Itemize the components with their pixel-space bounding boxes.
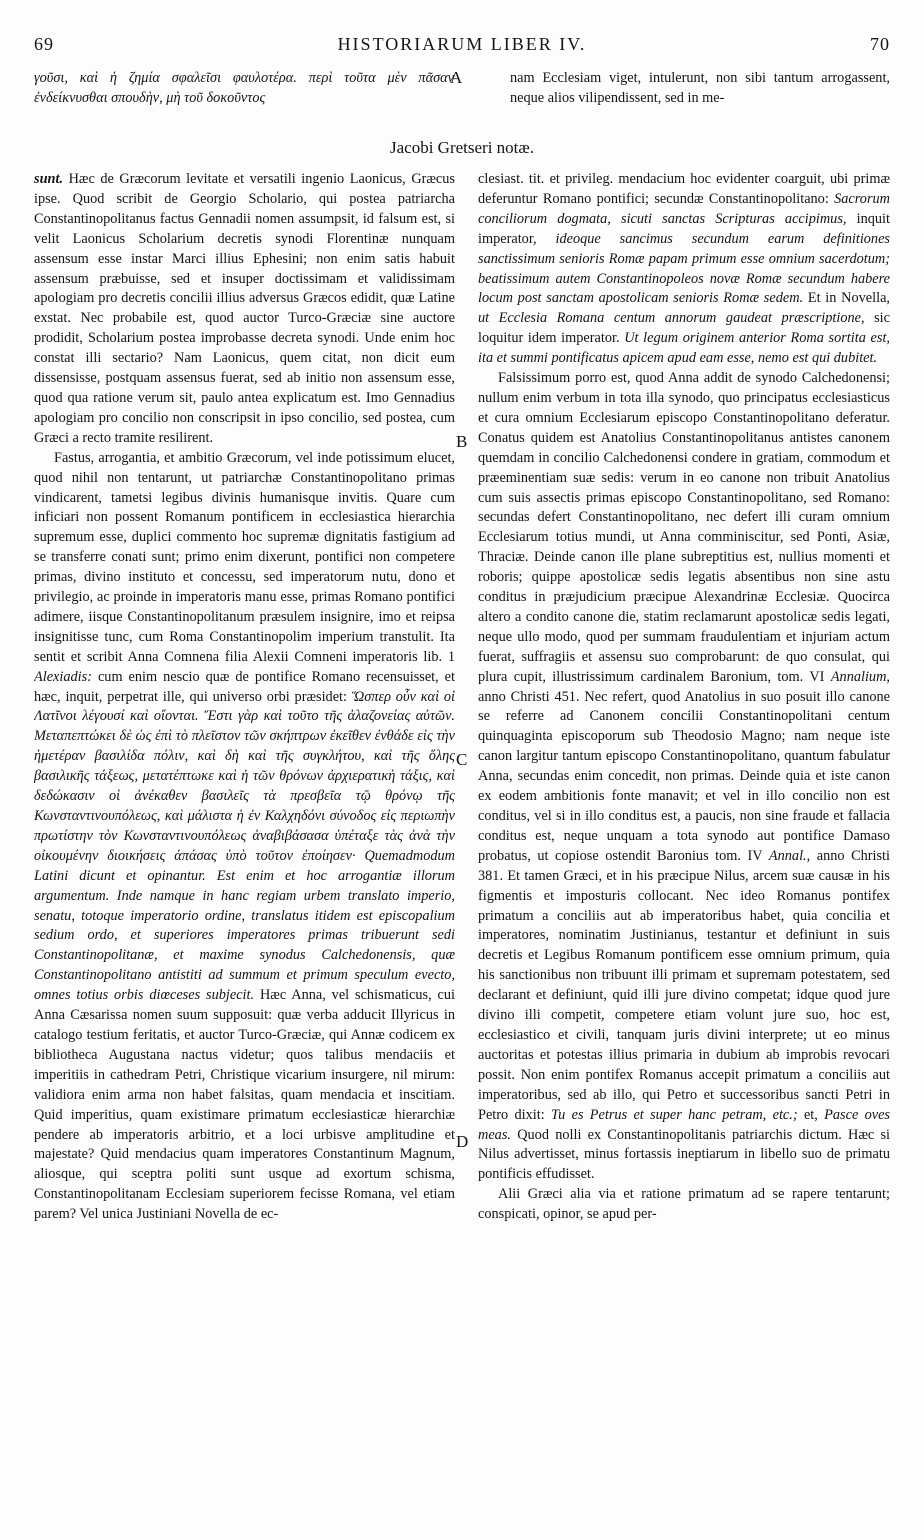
paragraph: [34, 170, 455, 449]
paragraph-text: Fastus, arrogantia, et ambitio Græcorum, vel inde potissimum elucet, quod nihil non tentarunt, ut patriarchæ Constantinopolitano primas vindicarent, tametsi legibus divinis humanisque invitis. Quare cum inficiari non possent Romanum pontificem in ecclesiastica hierarchia supremum esse, duplici commento hoc supremæ dignitatis fastigium ad se transferre conati sunt; primo enim dixerunt, pontifici non competere primas, divino instituto et concessu, sed imperatorum nutu, dono et privilegio, ac proinde in imperatoris manu esse, primas Romano pontifici adimere, iisque Constantinopolitanum præsulem insignire, imo et reipsa insignitisse tunc, cum Roma Constantinopolim imperium transtulit. Ita sentit et scribit Anna Comnena filia Alexii Comneni imperatoris lib. 1: [34, 449, 455, 665]
quotation: Pasce oves meas.: [478, 1106, 890, 1143]
quotation: ut Ecclesia Romana centum annorum gaudeat præscriptione,: [478, 310, 865, 327]
paragraph-text: Quod nolli ex Constantinopolitanis patriarchis dictum. Hæc si Nilus advertisset, minus fortassis ineptiarum in libello suo de primatu pontificis effudisset.: [478, 1126, 890, 1183]
paragraph-text: Et in Novella,: [807, 290, 890, 307]
paragraph: [478, 1185, 890, 1225]
paragraph-text: inquit imperator,: [478, 210, 890, 247]
paragraph-text: Falsissimum porro est, quod Anna addit de synodo Calchedonensi; nullum enim verbum in tota illa synodo, quo principatus ecclesiasticus et cura omnium Ecclesiarum episcopo Constantinopolitano deferatur. Conatus quidem est Anatolius Constantinopolitanus antistes canonem quemdam in concilio Calchedonensi condere in gratiam, commodum et præeminentiam suæ sedis: verum in eo canone non tribuit Anatolius cum suis assectis primas episcopo Constantinopolitano, sed Romano: secundas defert Constantinopolitano, nec defert illi curam omnium Ecclesiarum totius mundi, ut Anna comminiscitur, sed Ponti, Asiæ, Thraciæ. Deinde canon ille plane subreptitius est, nullius momenti et roboris; quippe apostolicæ sedis legatis absentibus non sine astu conditus in præjudicium præcipue Alexandrinæ Ecclesiæ. Quocirca altero a condito canone die, statim reclamarunt apostolicæ sedis legati, neque ullo modo, quod per summam fraudulentiam et injuriam actum fuerat, suffragiis et assensu suo comprobarunt: de quo consulat, qui plura cupit, illustrissimum cardinalem Baronium, tom. VI: [478, 370, 890, 685]
citation: Annalium: [830, 668, 887, 685]
paragraph-text: , anno Christi 381. Et tamen Græci, et in his præcipue Nilus, arcem suæ causæ in his figmentis et imposturis collocant. Nec ideo Romanus pontifex primatum a conciliis aut ab imperatoribus habet, quia concilia et imperatores, nominatim Justinianus, testantur et definiunt in suis decretis et Legibus Romanum pontificem esse omnium primum, quia his sanctionibus non tribuunt illi primam et supremam potestatem, sed declarant et definiunt, quid illi jure divino competat; idque quod jure divino illi competit, competere etiam volunt jure suo, hoc est, ecclesiastico et civili, tanquam juris divini interprete; ut eo minus auctoritas et potestas illius primaria in dubium ab improbis revocari possit. Non enim pontifex Romanus accepit primatum a conciliis aut imperatoribus, sed ab illo, qui Petro et successoribus sancti Petri in Petro dixit:: [478, 847, 890, 1123]
citation: Annal.: [768, 847, 807, 864]
page-number-right: 70: [870, 34, 890, 54]
paragraph: [478, 170, 890, 369]
greek-quotation: Ὥσπερ οὖν καὶ οἱ Λατῖνοι λέγουσί καὶ οἴονται. Ἔστι γὰρ καὶ τοῦτο τῆς ἀλαζονείας αὐτῶν. Μεταπεπτώκει δὲ ὡς ἐπὶ τὸ πλεῖστον τῶν σκήπτρων ἐκεῖθεν ἐνθάδε εἰς τὴν ἡμετέραν βασιλίδα πόλιν, καὶ δὴ καὶ τῆς συγκλήτου, καὶ τῆς ὅλης βασιλικῆς τάξεως, μετατέπτωκε καὶ ἡ τῶν θρόνων ἀρχιερατικὴ τάξις, καὶ δεδώκασιν οἱ ἀνέκαθεν βασιλεῖς τὰ πρεσβεῖα τῷ θρόνῳ τῆς Κωνσταντινουπόλεως, καὶ μάλιστα ἡ ἐν Καλχηδόνι σύνοδος εἰς περιωπὴν πρωτίστην τὸν Κωνσταντινουπόλεως ἀναβιβάσασα ὑπέταξε τὰς ἀνὰ τὴν οἰκουμένην διοικήσεις ἁπάσας ὑπὸ τοῦτον ἐποίησεν·: [34, 688, 455, 864]
margin-marker-c: C: [456, 750, 468, 769]
paragraph-text: Hæc de Græcorum levitate et versatili ingenio Laonicus, Græcus ipse. Quod scribit de Georgio Scholario, qui postea patriarcha Constantinopolitanus factus Gennadii nomen assumpsit, id falsum est, si velit Laonicus Scholarium decretis synodi Florentinæ nunquam assensum esse instar Marci illius Ephesini; non enim satis habuit assensum præbuisse, sed et insuper doctissimam et validissimam apologiam pro decretis concilii illius adversus Græcos edidit, quæ Latine exstat. Nec probabile est, quod auctor Turco-Græciæ sine auctore prodidit, Scholarium postea improbasse decreta synodi. Unde enim hoc constat illi sectario? Nam Laonicus, quem citat, non dicit eum dissensisse, postquam assensus fuerat, sed ab initio non assensum esse, quod qua ratione verum sit, paulo antea explicatum est. Imo Gennadius apologiam pro concilio non conscripsit in ipso concilio, sed postea, cum Græci a recto tramite resilirent.: [34, 171, 455, 446]
greek-text-top: γοῦσι, καὶ ἡ ζημία σφαλεῖσι φαυλοτέρα. περὶ τοῦτα μὲν πᾶσαν ἐνδείκνυσθαι σπουδὴν, μὴ τοῦ δοκοῦντος: [34, 70, 454, 106]
paragraph-text: sic loquitur idem imperator.: [478, 310, 890, 347]
paragraph-text: Hæc Anna, vel schismaticus, cui Anna Cæsarissa nomen suum supposuit: quæ verba adducit Illyricus in catalogo testium feritatis, et auctor Turco-Græciæ, qui Annæ codicem ex bibliotheca Augustana nactus videtur; quos talibus mendaciis et imperitiis in cathedram Petri, Christique vicarium insurgere, nil mirum: validiora enim arma non habet falsitas, quam mendacia et inscitiam. Quid imperitius, quam existimare primatum ecclesiasticæ hierarchiæ pendere ab imperatoris arbitrio, et a loci urbisve amplitudine et majestate? Quid mendacius quam imperatores Constantinum Magnum, aliosque, qui sceptra politi sunt usque ad exortum schisma, Constantinopolitanam Ecclesiam superiorem fecisse Romana, vel etiam parem? Vel unica Justiniani Novella de ec-: [34, 987, 455, 1223]
paragraph-text: cum enim nescio quæ de pontifice Romano recensuisset, et hæc, inquit, perpetrat ille, qui universo orbi præsidet:: [34, 668, 455, 705]
citation: Alexiadis:: [34, 668, 92, 685]
quotation: ideoque sancimus secundum earum definitiones sanctissimum senioris Romæ papam primum esse omnium sacerdotum; beatissimum autem Constantinopoleos novæ Romæ secundum habere locum post sanctam apostolicam senioris Romæ sedem.: [478, 230, 890, 307]
running-title: HISTORIARUM LIBER IV.: [337, 34, 587, 54]
paragraph-text: , anno Christi 451. Nec refert, quod Anatolius in suo posuit illo canone se referre ad Canonem concilii Constantinopolitani centum quinquaginta episcoporum sub Theodosio Magno; nam neque iste canon largitur tantum episcopo Constantinopolitano, quantum fabulatur Anna, secundas enim concedit, non primas. Deinde quia et iste canon ex eodem ambitionis fonte manavit; et vel in illo concilio non est conditus, vel si in illo conditus est, a paucis, non sine fraude et fallacia conditus est, neque unquam a tota synodo aut pontifice Damaso probatus, ut copiose ostendit Baronius tom. IV: [478, 668, 890, 864]
quotation: Sacrorum conciliorum dogmata, sicuti sanctas Scripturas accipimus,: [478, 190, 890, 227]
page-number-left: 69: [34, 34, 54, 54]
paragraph-text: clesiast. tit. et privileg. mendacium hoc evidenter coarguit, ubi primæ deferuntur Romano pontifici; secundæ Constantinopolitano:: [478, 171, 890, 207]
quotation: Ut legum originem anterior Roma sortita est, ita et summi pontificatus apicem apud eam esse, nemo est qui dubitet.: [478, 330, 890, 367]
margin-marker-a: A: [450, 68, 463, 87]
quotation: Tu es Petrus et super hanc petram, etc.;: [550, 1106, 798, 1123]
latin-text-top: nam Ecclesiam viget, intulerunt, non sibi tantum arrogassent, neque alios vilipendissent, sed in me-: [510, 70, 890, 106]
margin-marker-b: B: [456, 432, 468, 451]
right-column: [478, 170, 890, 1520]
margin-marker-d: D: [456, 1132, 469, 1151]
section-title: Jacobi Gretseri notæ.: [390, 138, 534, 157]
left-column: [34, 170, 455, 1520]
running-head: [34, 34, 890, 60]
lead-word: sunt.: [34, 171, 64, 187]
paragraph-text: et,: [803, 1106, 818, 1123]
paragraph: [478, 369, 890, 1185]
paragraph: [34, 449, 455, 1225]
paragraph-text: Alii Græci alia via et ratione primatum ad se rapere tentarunt; conspicati, opinor, se apud per-: [478, 1186, 890, 1223]
latin-translation: Quemadmodum Latini dicunt et opinantur. Est enim et hoc arrogantiæ illorum argumentum. Inde namque in hanc regiam urbem translato imperio, senatu, totoque imperatorio ordine, translatus itidem est episcopalium sedium ordo, et superiores imperatores primas tribuerunt sedi Constantinopolitanæ, et maxime synodus Calchedonensis, quæ Constantinopolitano antistiti ad summum et primum speculum evecto, omnes totius orbis diœceses subjecit.: [34, 847, 455, 1004]
